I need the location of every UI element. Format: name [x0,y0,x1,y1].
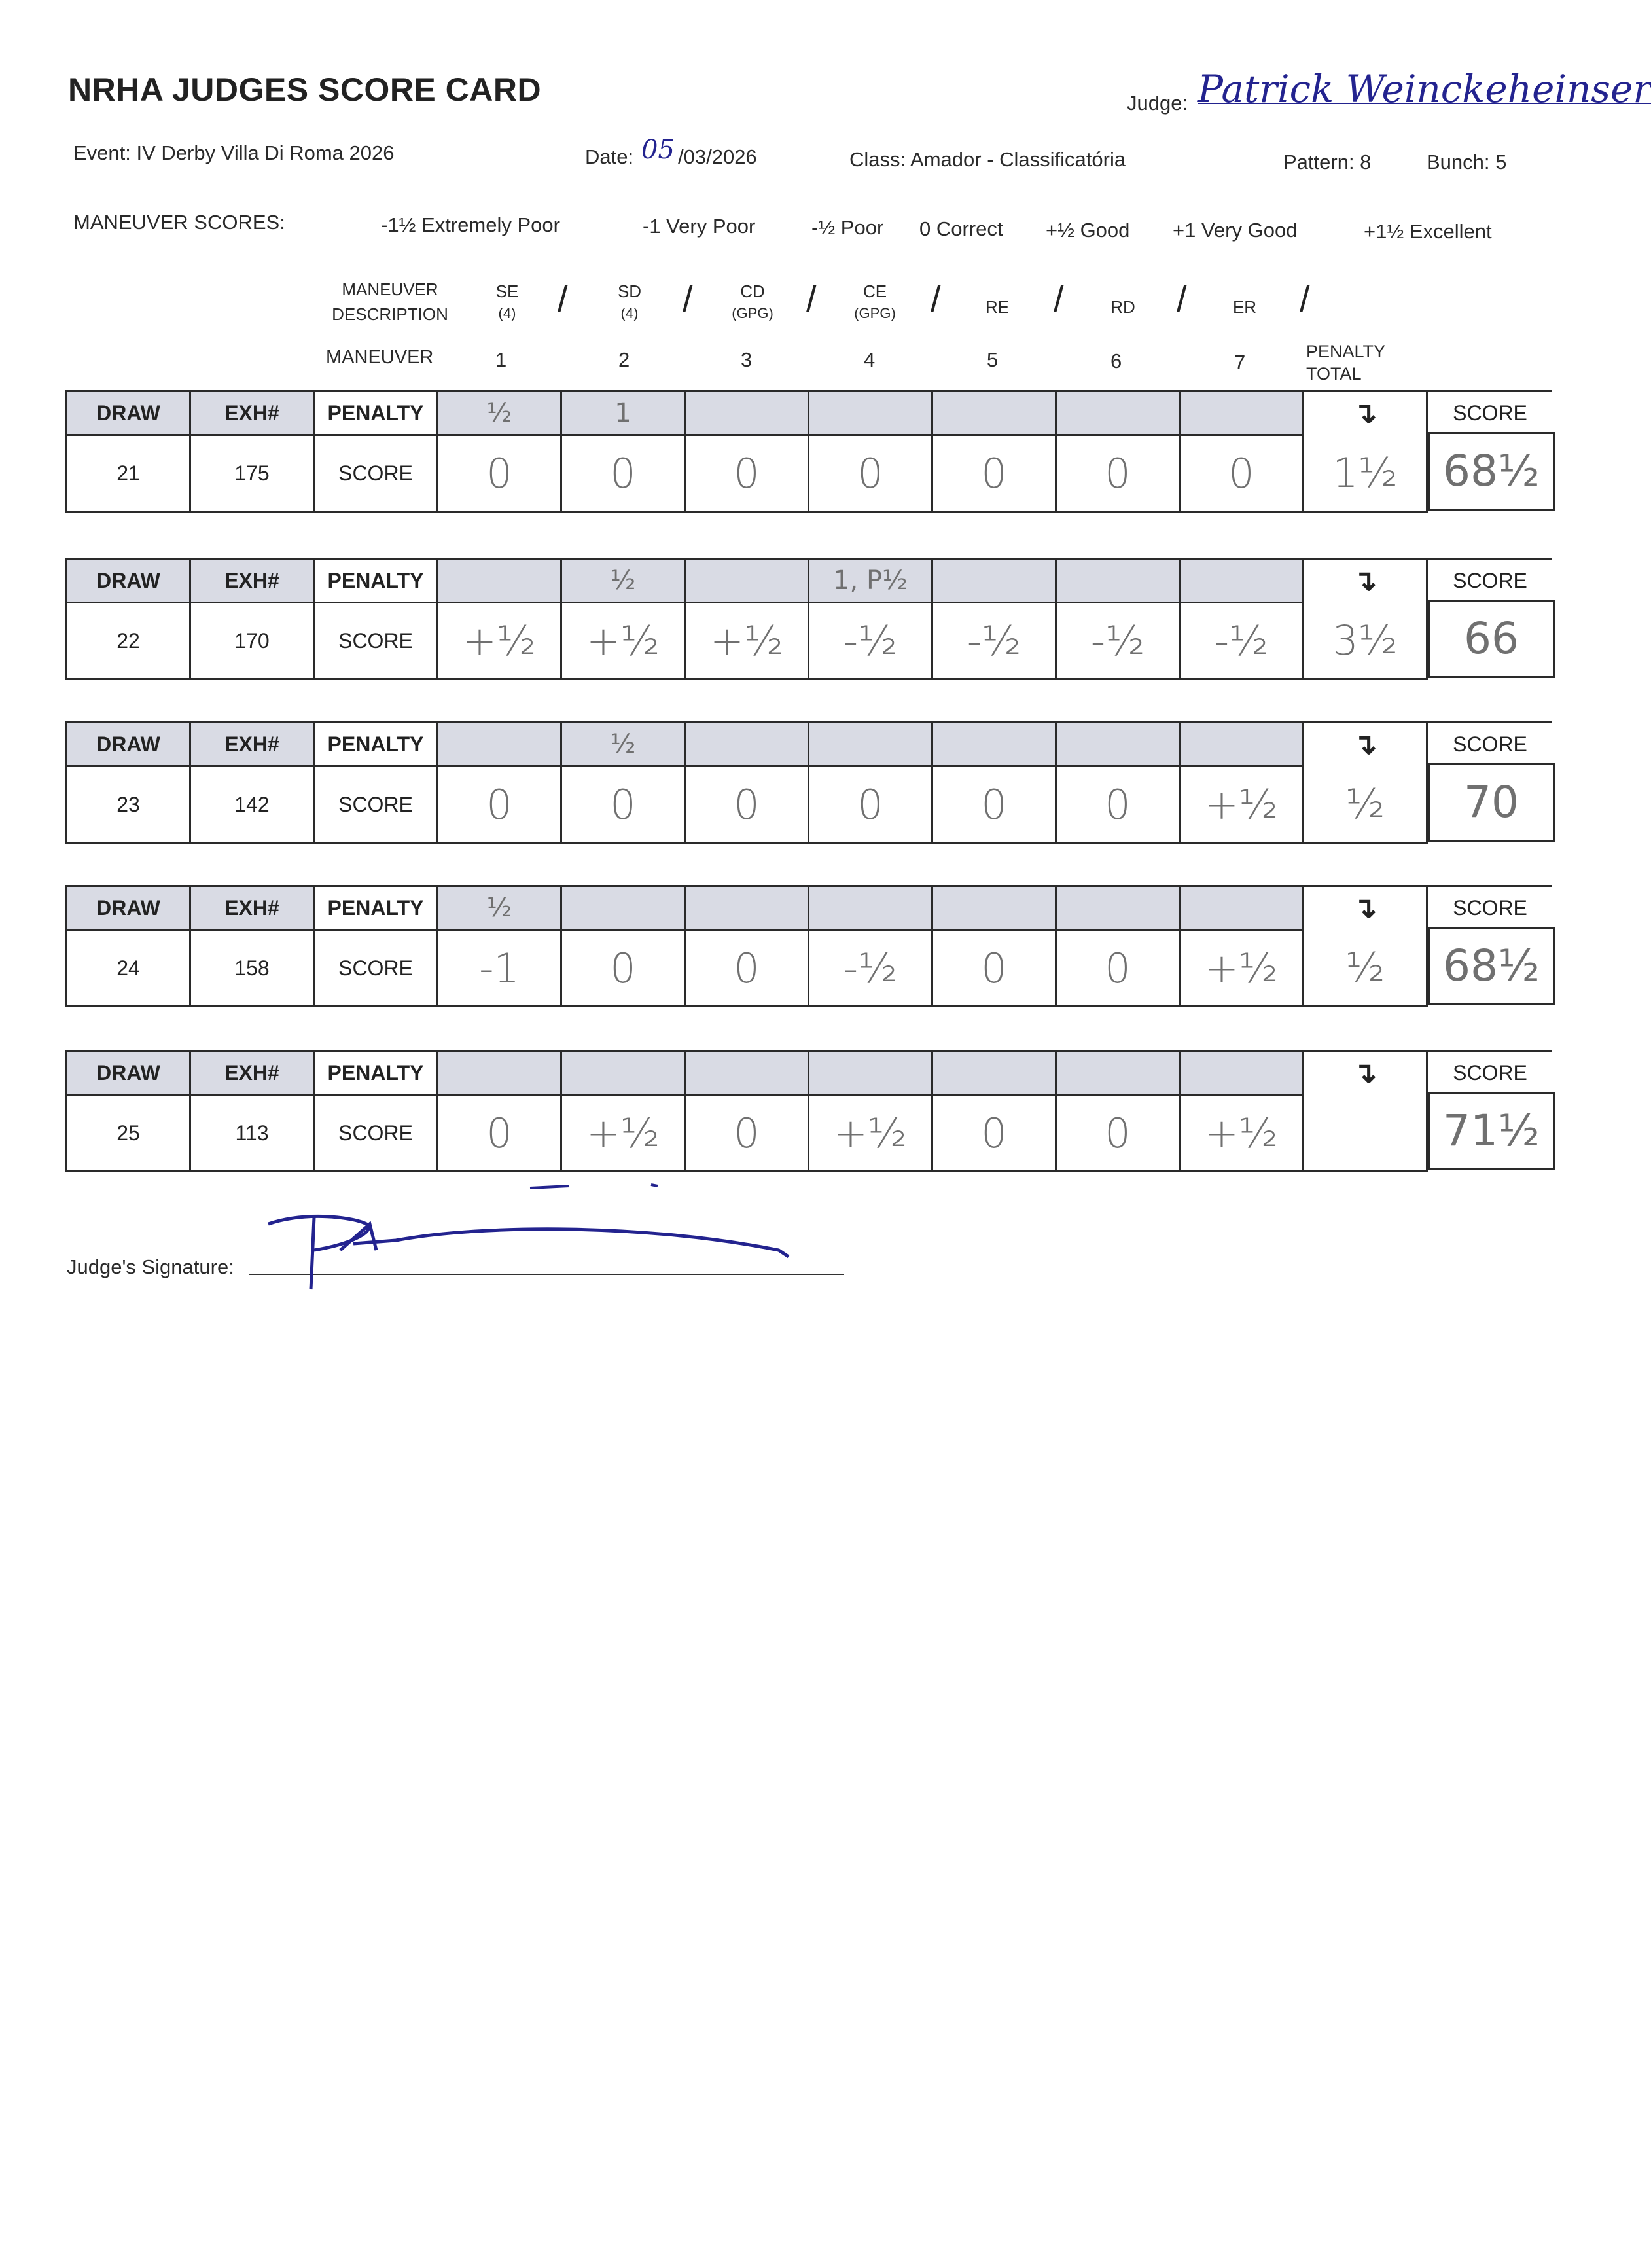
penalty-cell [809,886,932,930]
maneuver-score-cell[interactable]: 0 [685,930,809,1007]
penalty-cell: ½ [438,886,561,930]
pattern-number: Pattern: 8 [1283,151,1372,173]
scale-excellent: +1½ Excellent [1364,220,1492,243]
exh-header: EXH# [190,559,314,603]
penalty-cell [809,1051,932,1095]
maneuver-score-cell[interactable]: -½ [1056,603,1180,679]
exh-header: EXH# [190,886,314,930]
exh-number: 175 [190,435,314,512]
penalty-cell [685,886,809,930]
maneuver-separator: / [806,278,817,319]
maneuver-code-2: SD (4) [617,281,642,321]
penalty-cell [932,886,1056,930]
draw-header: DRAW [67,391,190,435]
draw-header: DRAW [67,723,190,766]
penalty-cell [685,1051,809,1095]
score-row-label: SCORE [314,766,438,843]
entry-block [65,558,1555,682]
maneuver-score-cell[interactable]: +½ [1180,1095,1304,1172]
maneuver-score-cell[interactable]: 0 [932,435,1056,512]
maneuver-score-cell[interactable]: +½ [809,1095,932,1172]
penalty-cell: ½ [561,559,685,603]
maneuver-separator: / [683,278,693,319]
penalty-cell [561,1051,685,1095]
scale-good: +½ Good [1046,219,1130,242]
event-name: Event: IV Derby Villa Di Roma 2026 [73,141,395,164]
score-table [65,1050,1428,1172]
maneuver-score-cell[interactable]: -½ [932,603,1056,679]
penalty-cell [1056,559,1180,603]
maneuver-number-6: 6 [1110,350,1122,372]
draw-header: DRAW [67,886,190,930]
maneuver-separator: / [931,278,941,319]
score-header: SCORE [1428,721,1552,765]
maneuver-score-cell[interactable]: 0 [809,766,932,843]
exh-header: EXH# [190,723,314,766]
maneuver-description-line1: MANEUVER [342,279,438,299]
penalty-cell [1180,391,1304,435]
maneuver-score-cell[interactable]: 0 [1180,435,1304,512]
maneuver-score-cell[interactable]: +½ [438,603,561,679]
score-table [65,390,1428,513]
penalty-cell [1056,391,1180,435]
maneuver-number-4: 4 [864,348,876,371]
signature-label: Judge's Signature: [67,1255,234,1278]
maneuver-score-cell[interactable]: 0 [685,1095,809,1172]
penalty-cell [1056,886,1180,930]
scale-extremely-poor: -1½ Extremely Poor [381,213,560,236]
penalty-cell [932,391,1056,435]
penalty-cell [932,1051,1056,1095]
maneuver-code-1: SE (4) [495,281,519,321]
score-table [65,721,1428,844]
penalty-total-cell[interactable]: 1½ [1304,435,1427,512]
score-header: SCORE [1428,558,1552,602]
bunch-number: Bunch: 5 [1427,151,1507,173]
scale-very-good: +1 Very Good [1173,219,1298,242]
maneuver-score-cell[interactable]: 0 [561,435,685,512]
maneuver-number-1: 1 [495,348,507,371]
penalty-cell [809,723,932,766]
final-score[interactable]: 66 [1428,600,1555,678]
penalty-total-cell[interactable]: ½ [1304,766,1427,843]
maneuver-score-cell[interactable]: 0 [1056,930,1180,1007]
date-day: 05 [641,135,675,165]
maneuver-code-5: RE [985,297,1010,317]
draw-header: DRAW [67,1051,190,1095]
penalty-cell [438,1051,561,1095]
exh-number: 142 [190,766,314,843]
maneuver-score-cell[interactable]: +½ [561,603,685,679]
maneuver-score-cell[interactable]: -½ [1180,603,1304,679]
penalty-header: PENALTY [314,886,438,930]
penalty-cell [685,391,809,435]
date-label: Date: [585,145,634,168]
judge-name: Patrick Weinckeheinser [1198,67,1651,111]
draw-number: 21 [67,435,190,512]
score-row-label: SCORE [314,1095,438,1172]
penalty-cell [685,559,809,603]
draw-number: 25 [67,1095,190,1172]
final-score[interactable]: 68½ [1428,927,1555,1005]
score-table [65,885,1428,1007]
arrow-icon: ↴ [1304,886,1427,930]
maneuver-code-6: RD [1110,297,1135,317]
penalty-cell [685,723,809,766]
maneuver-row-label: MANEUVER [326,347,434,368]
maneuver-number-2: 2 [618,348,630,371]
maneuver-number-7: 7 [1234,351,1246,374]
maneuver-score-cell[interactable]: 0 [932,930,1056,1007]
draw-number: 22 [67,603,190,679]
penalty-cell [1056,723,1180,766]
penalty-total-cell[interactable]: 3½ [1304,603,1427,679]
penalty-header: PENALTY [314,1051,438,1095]
date-month-year: /03/2026 [678,145,757,168]
score-row-label: SCORE [314,930,438,1007]
maneuver-code-3: CD (GPG) [732,281,773,321]
score-header: SCORE [1428,885,1552,929]
maneuver-number-5: 5 [987,348,999,371]
exh-header: EXH# [190,391,314,435]
maneuver-score-cell[interactable]: 0 [438,435,561,512]
maneuver-separator: / [1054,278,1064,319]
penalty-cell [1180,1051,1304,1095]
maneuver-score-cell[interactable]: -1 [438,930,561,1007]
maneuver-number-3: 3 [741,348,753,371]
maneuver-score-cell[interactable]: 0 [685,766,809,843]
penalty-cell: 1 [561,391,685,435]
maneuver-score-cell[interactable]: 0 [932,1095,1056,1172]
maneuver-separator: / [1300,278,1310,319]
maneuver-score-cell[interactable]: +½ [1180,930,1304,1007]
penalty-total-cell[interactable]: ½ [1304,930,1427,1007]
penalty-cell: 1, P½ [809,559,932,603]
draw-number: 24 [67,930,190,1007]
penalty-total-cell[interactable] [1304,1095,1427,1172]
maneuver-score-cell[interactable]: 0 [1056,1095,1180,1172]
maneuver-separator: / [558,278,568,319]
entry-block [65,1050,1555,1174]
maneuver-score-cell[interactable]: -½ [809,603,932,679]
penalty-cell [1180,886,1304,930]
penalty-cell: ½ [561,723,685,766]
penalty-cell [1180,559,1304,603]
entry-block [65,885,1555,1009]
judge-label: Judge: [1127,92,1188,115]
maneuver-score-cell[interactable]: +½ [1180,766,1304,843]
penalty-cell [809,391,932,435]
entry-block [65,390,1555,514]
maneuver-score-cell[interactable]: 0 [685,435,809,512]
penalty-cell: ½ [438,391,561,435]
penalty-cell [438,559,561,603]
penalty-header: PENALTY [314,723,438,766]
maneuver-score-cell[interactable]: 0 [1056,435,1180,512]
maneuver-score-cell[interactable]: 0 [932,766,1056,843]
penalty-header: PENALTY [314,391,438,435]
score-row-label: SCORE [314,603,438,679]
maneuver-code-7: ER [1232,297,1257,317]
maneuver-score-cell[interactable]: +½ [685,603,809,679]
penalty-cell [932,723,1056,766]
arrow-icon: ↴ [1304,723,1427,766]
scale-correct: 0 Correct [919,217,1003,240]
final-score[interactable]: 70 [1428,763,1555,842]
entry-block [65,721,1555,846]
judge-signature [255,1172,818,1296]
final-score[interactable]: 68½ [1428,432,1555,511]
maneuver-score-cell[interactable]: 0 [438,1095,561,1172]
class-name: Class: Amador - Classificatória [849,148,1126,171]
arrow-icon: ↴ [1304,1051,1427,1095]
draw-header: DRAW [67,559,190,603]
maneuver-score-cell[interactable]: 0 [438,766,561,843]
page-title: NRHA JUDGES SCORE CARD [68,71,542,108]
maneuver-score-cell[interactable]: 0 [809,435,932,512]
draw-number: 23 [67,766,190,843]
score-row-label: SCORE [314,435,438,512]
score-header: SCORE [1428,1050,1552,1094]
penalty-cell [561,886,685,930]
score-header: SCORE [1428,390,1552,434]
penalty-cell [438,723,561,766]
maneuver-separator: / [1177,278,1187,319]
score-table [65,558,1428,680]
scale-poor: -½ Poor [811,216,884,239]
maneuver-score-cell[interactable]: 0 [561,766,685,843]
exh-number: 113 [190,1095,314,1172]
penalty-header: PENALTY [314,559,438,603]
arrow-icon: ↴ [1304,559,1427,603]
scale-very-poor: -1 Very Poor [643,215,756,238]
maneuver-score-cell[interactable]: 0 [561,930,685,1007]
maneuver-scores-label: MANEUVER SCORES: [73,211,285,234]
maneuver-description-line2: DESCRIPTION [332,304,448,324]
maneuver-code-4: CE (GPG) [854,281,896,321]
penalty-cell [1180,723,1304,766]
maneuver-score-cell[interactable]: -½ [809,930,932,1007]
exh-number: 158 [190,930,314,1007]
maneuver-description-label [318,278,462,325]
arrow-icon: ↴ [1304,391,1427,435]
final-score[interactable]: 71½ [1428,1092,1555,1170]
penalty-cell [932,559,1056,603]
exh-header: EXH# [190,1051,314,1095]
exh-number: 170 [190,603,314,679]
maneuver-score-cell[interactable]: 0 [1056,766,1180,843]
penalty-cell [1056,1051,1180,1095]
penalty-total-label: PENALTY TOTAL [1306,342,1386,384]
maneuver-score-cell[interactable]: +½ [561,1095,685,1172]
